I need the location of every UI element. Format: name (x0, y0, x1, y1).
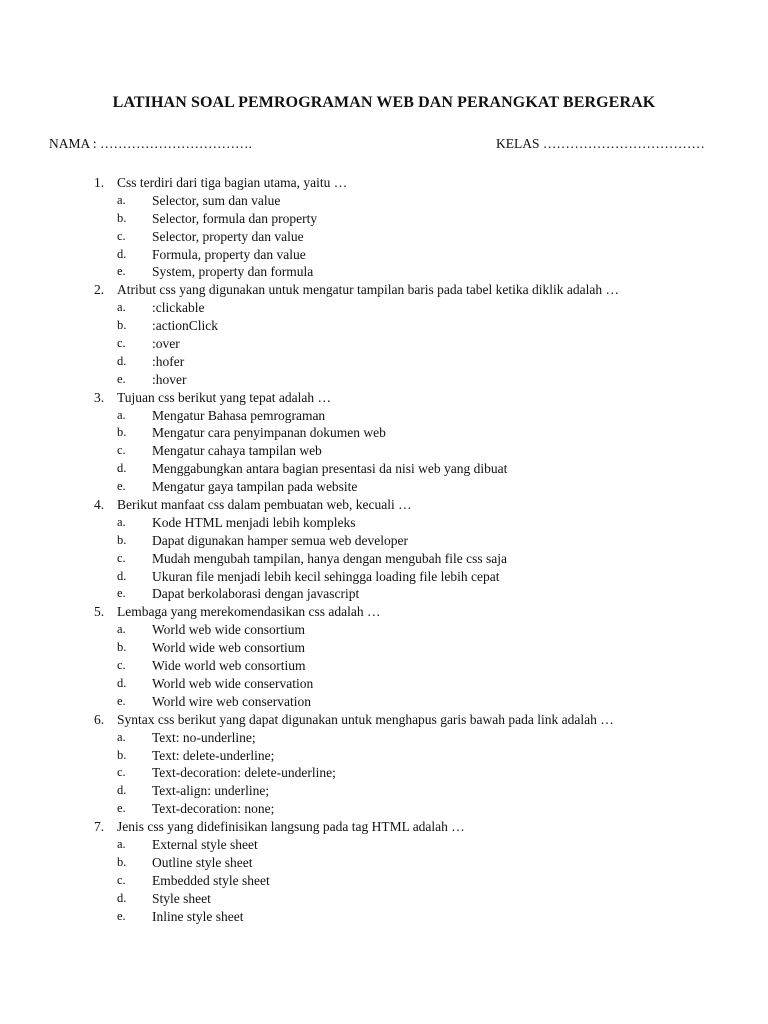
answer-option (94, 782, 734, 800)
answer-option (94, 246, 734, 264)
question-item (94, 281, 734, 388)
nama-field-label: NAMA : ……………………………. (49, 136, 252, 151)
question-line (94, 603, 734, 621)
option-text: World wire web conservation (152, 693, 311, 709)
question-line (94, 389, 734, 407)
answer-option (94, 532, 734, 550)
answer-option (94, 335, 734, 353)
option-text: Ukuran file menjadi lebih kecil sehingga loading file lebih cepat (152, 568, 500, 584)
option-text: :over (152, 336, 180, 352)
question-number: 5. (94, 604, 105, 620)
answer-option (94, 353, 734, 371)
option-text: :actionClick (152, 318, 218, 334)
answer-option (94, 657, 734, 675)
question-number: 1. (94, 175, 105, 190)
option-letter: b. (117, 425, 127, 440)
page-title: LATIHAN SOAL PEMROGRAMAN WEB DAN PERANGKAT BERGERAK (112, 94, 656, 111)
option-list (94, 514, 734, 603)
option-text: Kode HTML menjadi lebih kompleks (152, 514, 356, 530)
option-letter: e. (117, 801, 126, 816)
option-text: Mengatur Bahasa pemrograman (152, 407, 326, 423)
answer-option (94, 263, 734, 281)
option-text: Mengatur cahaya tampilan web (152, 443, 322, 459)
option-letter: c. (117, 228, 126, 243)
answer-option (94, 836, 734, 854)
question-text: Syntax css berikut yang dapat digunakan untuk menghapus garis bawah pada link adalah … (117, 711, 614, 727)
question-item (94, 496, 734, 603)
option-letter: e. (117, 693, 126, 708)
option-letter: a. (117, 300, 126, 315)
answer-option (94, 854, 734, 872)
answer-option (94, 442, 734, 460)
question-text: Css terdiri dari tiga bagian utama, yaitu … (117, 175, 348, 190)
option-letter: c. (117, 443, 126, 458)
option-letter: a. (117, 407, 126, 422)
option-letter: d. (117, 675, 127, 690)
answer-option (94, 514, 734, 532)
option-text: World web wide consortium (152, 622, 306, 638)
option-text: Text: delete-underline; (152, 747, 275, 763)
option-list (94, 729, 734, 818)
option-text: Text-align: underline; (152, 783, 270, 799)
option-text: :hover (152, 371, 187, 387)
answer-option (94, 460, 734, 478)
option-text: Mengatur cara penyimpanan dokumen web (152, 425, 386, 441)
question-item (94, 818, 734, 925)
kelas-field-label: KELAS ……………………………… (496, 136, 705, 151)
answer-option (94, 478, 734, 496)
question-item (94, 389, 734, 496)
option-letter: a. (117, 622, 126, 637)
answer-option (94, 675, 734, 693)
option-letter: b. (117, 318, 127, 333)
answer-option (94, 299, 734, 317)
option-text: Menggabungkan antara bagian presentasi da nisi web yang dibuat (152, 461, 508, 477)
option-text: :hofer (152, 353, 185, 369)
option-text: Dapat berkolaborasi dengan javascript (152, 586, 360, 602)
answer-option (94, 585, 734, 603)
question-number: 4. (94, 497, 105, 513)
answer-option (94, 764, 734, 782)
option-letter: c. (117, 765, 126, 780)
option-letter: e. (117, 371, 126, 386)
option-text: System, property dan formula (152, 264, 314, 280)
option-text: Mengatur gaya tampilan pada website (152, 479, 358, 495)
option-list (94, 621, 734, 710)
question-text: Atribut css yang digunakan untuk mengatur tampilan baris pada tabel ketika diklik adalah … (117, 282, 619, 298)
option-letter: a. (117, 836, 126, 851)
option-letter: b. (117, 532, 127, 547)
option-text: Selector, property dan value (152, 228, 304, 244)
option-text: Embedded style sheet (152, 872, 270, 888)
option-text: Formula, property dan value (152, 246, 306, 262)
option-text: Text: no-underline; (152, 729, 256, 745)
option-letter: e. (117, 908, 126, 923)
question-text: Tujuan css berikut yang tepat adalah … (117, 389, 331, 405)
option-letter: d. (117, 890, 127, 905)
answer-option (94, 371, 734, 389)
option-list (94, 407, 734, 496)
option-letter: d. (117, 783, 127, 798)
option-text: :clickable (152, 300, 205, 316)
option-letter: c. (117, 658, 126, 673)
option-letter: c. (117, 872, 126, 887)
question-line (94, 496, 734, 514)
question-line (94, 174, 734, 192)
answer-option (94, 317, 734, 335)
option-text: External style sheet (152, 836, 258, 852)
question-number: 3. (94, 389, 105, 405)
answer-option (94, 550, 734, 568)
option-text: Text-decoration: delete-underline; (152, 765, 336, 781)
question-number: 7. (94, 819, 105, 835)
question-line (94, 711, 734, 729)
option-text: Outline style sheet (152, 854, 253, 870)
answer-option (94, 908, 734, 926)
option-letter: d. (117, 246, 127, 261)
option-list (94, 192, 734, 281)
option-letter: a. (117, 729, 126, 744)
answer-option (94, 729, 734, 747)
question-text: Lembaga yang merekomendasikan css adalah … (117, 604, 381, 620)
option-text: Selector, sum dan value (152, 192, 281, 208)
answer-option (94, 639, 734, 657)
option-text: Style sheet (152, 890, 211, 906)
question-item (94, 603, 734, 710)
option-letter: c. (117, 336, 126, 351)
answer-option (94, 872, 734, 890)
option-letter: b. (117, 747, 127, 762)
option-list (94, 836, 734, 925)
question-number: 2. (94, 282, 105, 298)
option-letter: e. (117, 586, 126, 601)
question-text: Berikut manfaat css dalam pembuatan web, kecuali … (117, 497, 412, 513)
option-text: Selector, formula dan property (152, 210, 318, 226)
answer-option (94, 192, 734, 210)
question-line (94, 818, 734, 836)
answer-option (94, 407, 734, 425)
answer-option (94, 210, 734, 228)
answer-option (94, 621, 734, 639)
option-text: Dapat digunakan hamper semua web developer (152, 532, 409, 548)
option-text: Text-decoration: none; (152, 801, 275, 817)
option-letter: e. (117, 264, 126, 279)
option-text: World web wide conservation (152, 675, 314, 691)
option-letter: b. (117, 640, 127, 655)
option-list (94, 299, 734, 388)
option-letter: b. (117, 854, 127, 869)
question-item (94, 174, 734, 281)
option-text: Inline style sheet (152, 908, 244, 924)
option-text: Wide world web consortium (152, 658, 306, 674)
option-letter: d. (117, 568, 127, 583)
answer-option (94, 800, 734, 818)
question-line (94, 281, 734, 299)
option-letter: c. (117, 550, 126, 565)
answer-option (94, 568, 734, 586)
answer-option (94, 747, 734, 765)
question-item (94, 711, 734, 818)
answer-option (94, 424, 734, 442)
answer-option (94, 890, 734, 908)
option-letter: e. (117, 479, 126, 494)
question-list (94, 174, 734, 925)
question-number: 6. (94, 711, 105, 727)
option-letter: d. (117, 461, 127, 476)
option-letter: a. (117, 514, 126, 529)
option-letter: d. (117, 353, 127, 368)
answer-option (94, 228, 734, 246)
option-text: World wide web consortium (152, 640, 306, 656)
question-text: Jenis css yang didefinisikan langsung pada tag HTML adalah … (117, 819, 465, 835)
option-letter: a. (117, 192, 126, 207)
option-text: Mudah mengubah tampilan, hanya dengan mengubah file css saja (152, 550, 508, 566)
answer-option (94, 693, 734, 711)
option-letter: b. (117, 210, 127, 225)
